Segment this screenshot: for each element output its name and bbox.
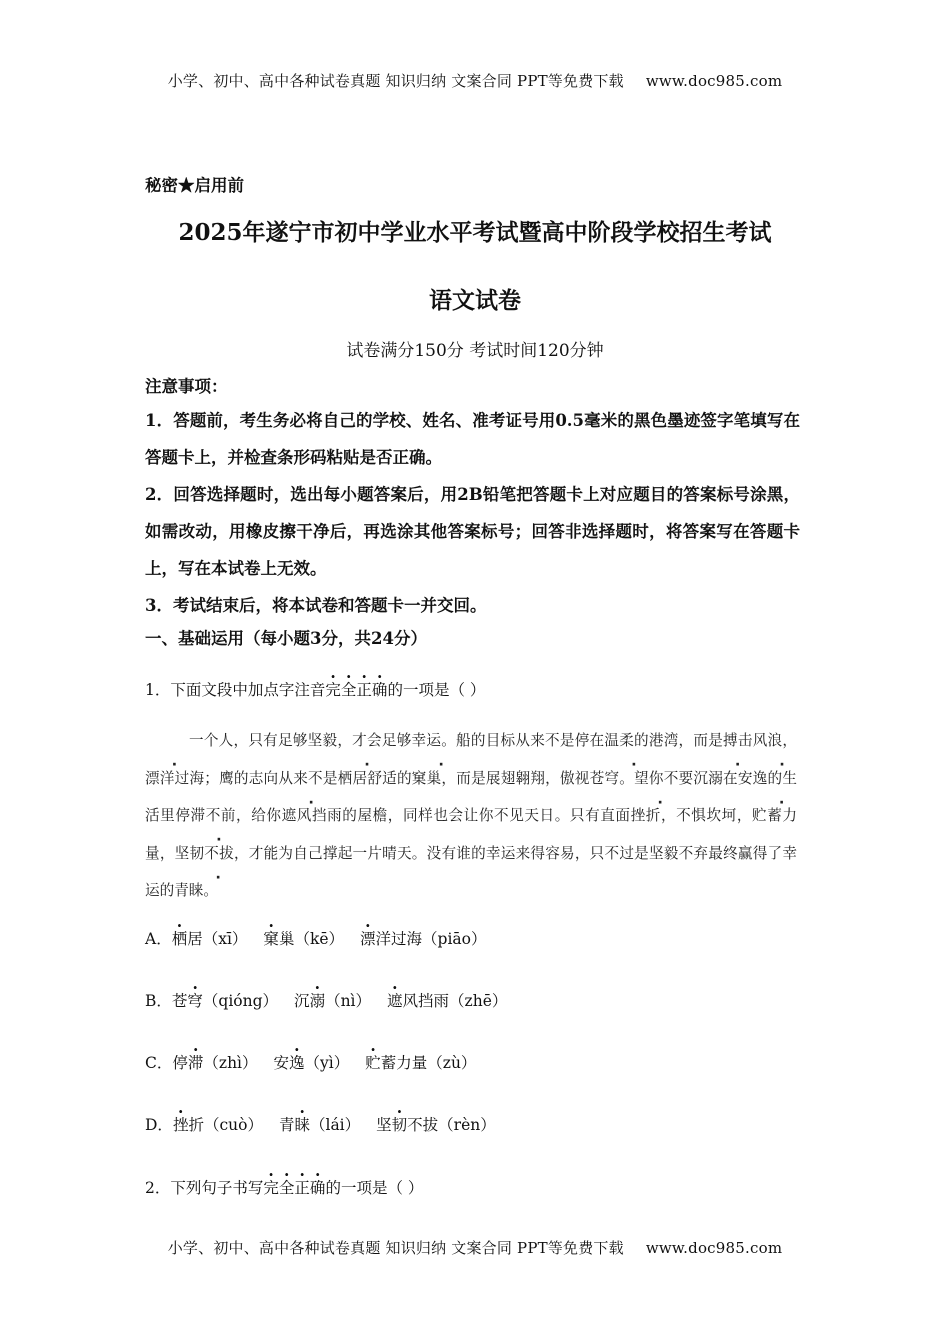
passage-text: 居舒适的 [352,769,412,787]
dotted-char: 逸 [289,1054,305,1072]
option-text: 巢（kē） [278,930,345,948]
exam-title: 2025年遂宁市初中学业水平考试暨高中阶段学校招生考试 [178,219,772,246]
passage-text: 蓄力量，坚 [145,807,797,862]
option-label: C． [145,1054,173,1072]
dotted-char: 睐 [188,882,204,899]
question-1-passage [145,722,797,910]
emph-char: 确 [309,1179,326,1197]
option-text: 蓄力量（zù） [380,1054,477,1072]
emph-char: 完 [325,681,341,699]
dotted-char: 睐 [294,1116,310,1134]
exam-subject-title: 语文试卷 [429,287,521,314]
passage-text: 。 [203,882,219,899]
option-text: （zhì） [203,1054,258,1072]
dotted-char: 韧 [391,1116,408,1134]
question-2-stem [145,1176,423,1198]
dotted-char: 滞 [187,1054,204,1072]
question-1-stem [145,678,485,700]
dotted-char: 穹 [187,992,203,1010]
option-text: 坚 [376,1116,392,1134]
option-c[interactable] [145,1051,492,1073]
option-label: B． [145,992,172,1010]
dotted-char: 挫 [630,807,646,824]
section-heading: 一、基础运用（每小题3分，共24分） [145,629,427,648]
passage-text: 的生活里停滞不前，给你 [145,769,797,824]
option-text: （lái） [309,1116,361,1134]
passage-text: 不拔，才能为自己撑起一片晴天。没有谁的幸运来得容易，只不过是坚毅不弃最终赢得了幸运的青 [145,844,797,899]
emph-char: 正 [294,1179,310,1197]
header-url[interactable]: www.doc985.com [645,72,783,90]
dotted-char: 穹 [604,769,620,787]
passage-text: 一个人，只有足够坚毅，才会足够幸运。船的目标从来不是停在温柔的港湾，而是搏击风浪， [189,732,797,749]
option-a[interactable] [145,927,502,949]
option-label: D． [145,1116,173,1134]
notice-heading: 注意事项： [145,377,228,396]
option-b[interactable] [145,989,523,1011]
dotted-char: 栖 [171,930,188,948]
header-ad-text: 小学、初中、高中各种试卷真题 知识归纳 文案合同 PPT等免费下载 [167,72,624,90]
option-text: （qióng） [202,992,279,1010]
option-text: （nì） [325,992,372,1010]
secret-label: 秘密★启用前 [145,176,244,195]
notice-list [145,402,800,624]
option-text: 停 [172,1054,188,1072]
emph-char: 正 [356,681,372,699]
emph-char: 全 [340,681,357,699]
exam-meta: 试卷满分150分 考试时间120分钟 [346,341,604,361]
dotted-char: 贮 [752,807,768,824]
stem-suffix: 的一项是（ ） [387,681,486,699]
option-text: （yì） [304,1054,350,1072]
stem-suffix: 的一项是（ ） [325,1179,424,1197]
dotted-char: 挫 [172,1116,189,1134]
passage-text: 折，不惧坎坷， [645,807,752,824]
dotted-char: 溺 [309,992,326,1010]
dotted-char: 窠 [411,769,427,787]
emph-char: 完 [263,1179,279,1197]
dotted-char: 窠 [263,930,279,948]
option-text: 安 [273,1054,290,1072]
dotted-char: 遮 [281,807,297,824]
dotted-char: 逸 [752,769,768,787]
notice-item: 1．答题前，考生务必将自己的学校、姓名、准考证号用0.5毫米的黑色墨迹签字笔填写在答题卡上，并检查条形码粘贴是否正确。 [145,411,800,467]
dotted-char: 贮 [365,1054,381,1072]
dotted-char: 漂 [360,930,376,948]
emph-char: 全 [278,1179,295,1197]
option-label: A． [145,930,172,948]
option-text: 洋过海（piāo） [375,930,487,948]
option-text: 不拔（rèn） [407,1116,496,1134]
passage-text: 洋过海；鹰的志向从来不是 [159,769,338,787]
dotted-char: 溺 [708,769,724,787]
footer-ad-text: 小学、初中、高中各种试卷真题 知识归纳 文案合同 PPT等免费下载 [167,1239,624,1257]
stem-prefix: 2．下列句子书写 [145,1179,264,1197]
passage-text: 。望你不要沉 [619,769,709,787]
passage-text: 巢，而是展翅翱翔，傲视苍 [426,769,605,787]
footer-url[interactable]: www.doc985.com [645,1239,783,1257]
option-d[interactable] [145,1113,512,1135]
option-text: 风挡雨（zhē） [402,992,508,1010]
option-text: 青 [278,1116,295,1134]
emph-char: 确 [371,681,388,699]
passage-text: 风挡雨的屋檐，同样也会让你不见天日。只有直面 [296,807,631,824]
page-header [0,70,950,91]
page-footer [0,1237,950,1258]
notice-item: 3．考试结束后，将本试卷和答题卡一并交回。 [145,596,487,615]
stem-prefix: 1．下面文段中加点字注音 [145,681,326,699]
dotted-char: 漂 [145,769,160,787]
option-text: 苍 [171,992,188,1010]
dotted-char: 栖 [337,769,353,787]
option-text: 沉 [294,992,310,1010]
dotted-char: 韧 [189,844,205,862]
passage-text: 在安 [723,769,753,787]
notice-item: 2．回答选择题时，选出每小题答案后，用2B铅笔把答题卡上对应题目的答案标号涂黑，如需改动，用橡皮擦干净后，再选涂其他答案标号；回答非选择题时，将答案写在答题卡上，写在本试卷上无效。 [145,485,800,578]
option-text: 折（cuò） [188,1116,263,1134]
dotted-char: 遮 [387,992,403,1010]
option-text: 居（xī） [187,930,248,948]
